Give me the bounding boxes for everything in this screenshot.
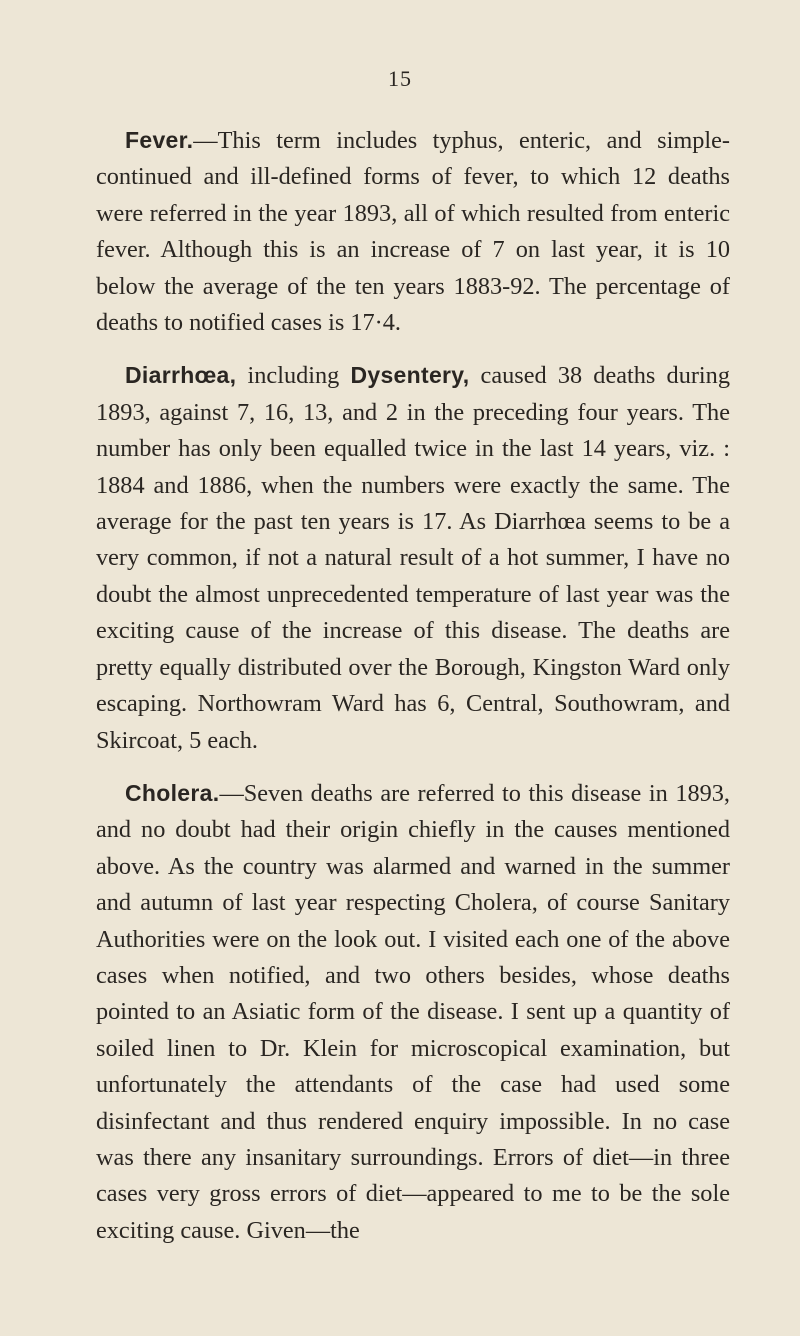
- fever-paragraph: [96, 122, 730, 341]
- cholera-paragraph: [96, 775, 730, 1249]
- cholera-heading: Cholera.: [125, 779, 220, 806]
- page-number: 15: [388, 66, 412, 91]
- dysentery-heading: Dysentery,: [350, 362, 470, 389]
- fever-text: —This term includes typhus, enteric, and simple-continued and ill-defined forms of fever, to which 12 deaths were referred in the year 1893, all of which resulted from enteric fever. Although this is an increase of 7 on last year, it is 10 below the average of the ten years 1883-92. The percentage of deaths to notified cases is 17·4.: [96, 127, 730, 337]
- cholera-text: —Seven deaths are referred to this disease in 1893, and no doubt had their origin chiefly in the causes mentioned above. As the country was alarmed and warned in the summer and autumn of last year respecting Cholera, of course Sanitary Authorities were on the look out. I visited each one of the above cases when notified, and two others besides, whose deaths pointed to an Asiatic form of the disease. I sent up a quantity of soiled linen to Dr. Klein for microscopical examination, but unfortunately the attendants of the case had used some disinfectant and thus rendered enquiry impossible. In no case was there any insanitary surroundings. Errors of diet—in three cases very gross errors of diet—appeared to me to be the sole exciting cause. Given—the: [96, 779, 730, 1244]
- fever-heading: Fever.: [125, 127, 194, 153]
- diarrhoea-connector-text: including: [236, 362, 351, 390]
- page-body: [96, 122, 730, 1265]
- diarrhoea-heading: Diarrhœa,: [125, 362, 237, 389]
- diarrhoea-paragraph: [96, 357, 730, 758]
- diarrhoea-text: caused 38 deaths during 1893, against 7, 16, 13, and 2 in the preceding four years. The number has only been equalled twice in the last 14 years, viz. : 1884 and 1886, when the numbers were exactly the same. The average for the past ten years is 17. As Diarrhœa seems to be a very common, if not a natural result of a hot summer, I have no doubt the almost unprecedented temperature of last year was the exciting cause of the increase of this disease. The deaths are pretty equally distributed over the Borough, Kingston Ward only escaping. Northowram Ward has 6, Central, Southowram, and Skircoat, 5 each.: [96, 362, 730, 754]
